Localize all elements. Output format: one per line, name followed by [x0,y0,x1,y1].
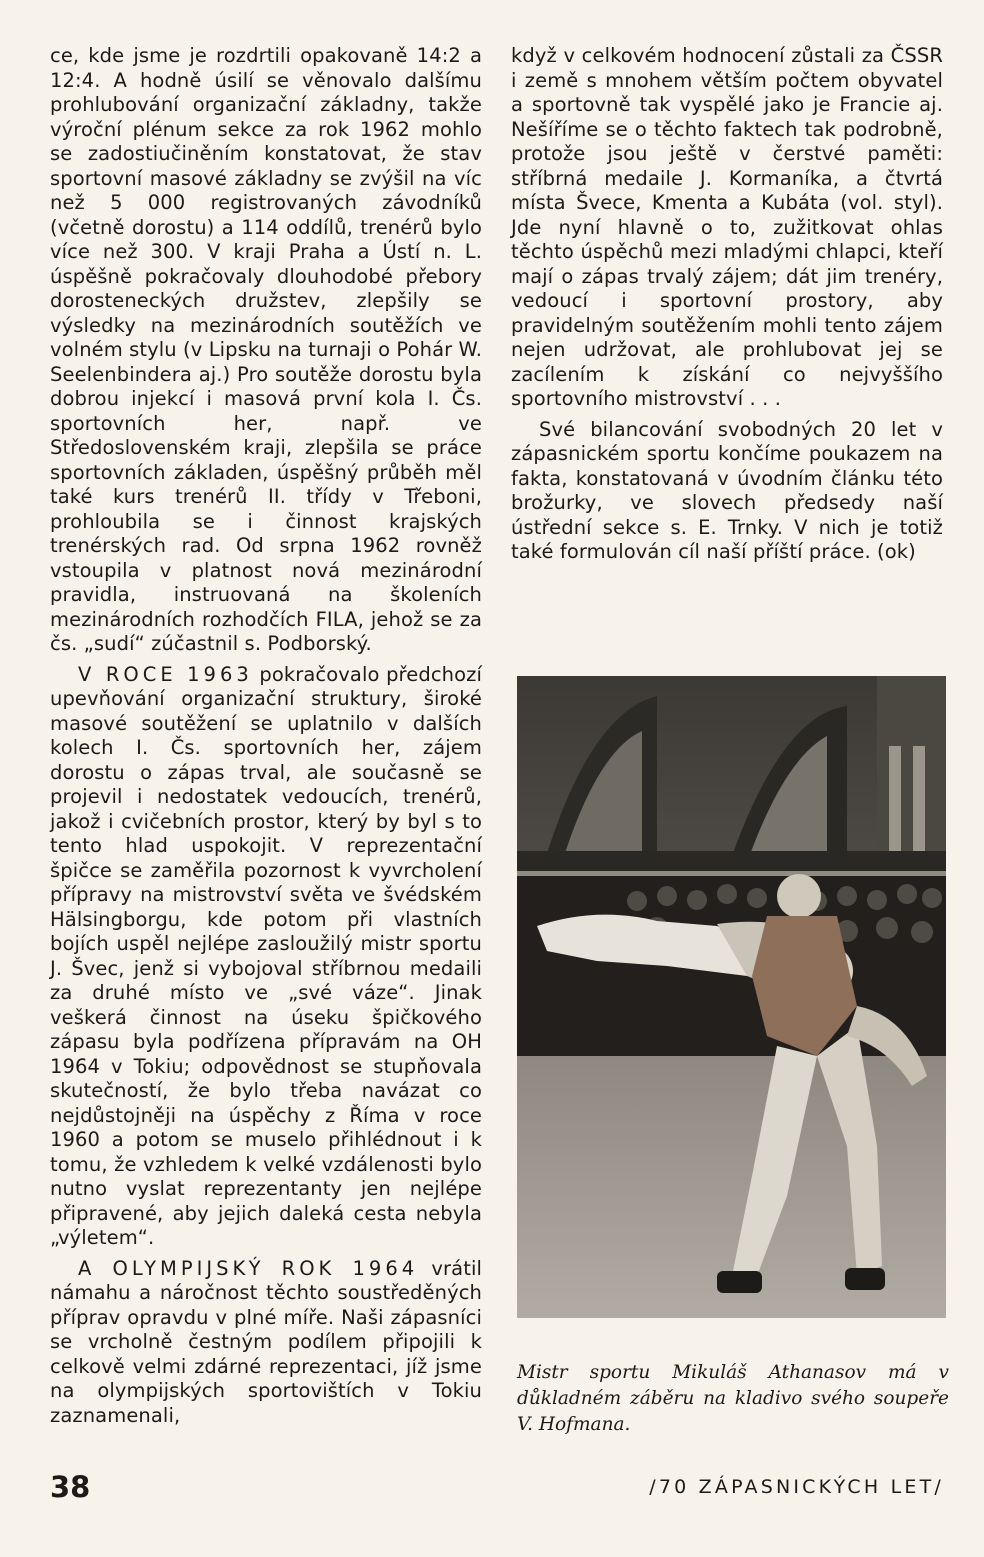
article-column-right [511,44,943,565]
article-paragraph [50,1257,482,1429]
section-lead-1963: V ROCE 1963 [78,662,253,686]
page-number: 38 [50,1470,91,1504]
section-lead-1964: A OLYMPIJSKÝ ROK 1964 [78,1256,419,1280]
article-paragraph [50,663,482,1251]
paragraph-text: vrátil námahu a náročnost těchto soustředěných příprav opravdu v plné míře. Naši zápasníci se vrcholně čestným podílem připojili k celkově velmi zdárné reprezentaci, jíž jsme na olympijských sportovištích v Tokiu zaznamenali, [50,1256,482,1427]
photo-caption: Mistr sportu Mikuláš Athanasov má v důkladném záběru na kladivo svého soupeře V. Hofmana. [517,1362,949,1435]
running-title: /70 ZÁPASNICKÝCH LET/ [649,1476,944,1498]
article-paragraph: když v celkovém hodnocení zůstali za ČSSR i země s mnohem větším počtem obyvatel a sportovně tak vyspělé jako je Francie aj. Nešíříme se o těchto faktech tak podrobně, protože jsou ještě v čerstvé paměti: stříbrná medaile J. Kormaníka, a čtvrtá místa Švece, Kmenta a Kubáta (vol. styl). Jde nyní hlavně o to, zužitkovat ohlas těchto úspěchů mezi mladými chlapci, kteří mají o zápas trvalý zájem; dát jim trenéry, vedoucí i sportovní prostory, aby pravidelným soutěžením mohli tento zájem nejen udržovat, ale prohlubovat jej se zacílením k získání co nejvyššího sportovního mistrovství . . . [511,44,943,410]
article-paragraph: ce, kde jsme je rozdrtili opakovaně 14:2 a 12:4. A hodně úsilí se věnovalo dalšímu prohlubování organizační základny, takže výroční plénum sekce za rok 1962 mohlo se zadostiučiněním konstatovat, že stav sportovní masové základny se zvýšil na víc než 5 000 registrovaných závodníků (včetně dorostu) a 114 oddílů, trenérů bylo více než 300. V kraji Praha a Ústí n. L. úspěšně pokračovaly dlouhodobé přebory dorosteneckých družstev, zlepšily se výsledky na mezinárodních soutěžích ve volném stylu (v Lipsku na turnaji o Pohár W. Seelenbindera aj.) Pro soutěže dorostu byla dobrou injekcí i masová první kola I. Čs. sportovních her, např. ve Středoslovenském kraji, zlepšila se práce sportovních základen, úspěšný průběh měl také kurs trenérů II. třídy v Třeboni, prohloubila se i činnost krajských trenérských rad. Od srpna 1962 rovněž vstoupila v platnost nová mezinárodní pravidla, instruovaná na školeních mezinárodních rozhodčích FILA, jehož se za čs. „sudí“ zúčastnil s. Podborský. [50,44,482,655]
wrestling-photo [517,676,946,1318]
paragraph-text: pokračovalo předchozí upevňování organizační struktury, široké masové soutěžení se uplatnilo v dalších kolech I. Čs. sportovních her, zájem dorostu o zápas trval, ale současně se projevil i nedostatek vedoucích, trenérů, jakož i cvičebních prostor, který by byl s to tento hlad uspokojit. V reprezentační špičce se zaměřila pozornost k vyvrcholení přípravy na mistrovství světa ve švédském Hälsingborgu, kde potom při vlastních bojích uspěl nejlépe zasloužilý mistr sportu J. Švec, jenž si vybojoval stříbrnou medaili za druhé místo ve „své váze“. Jinak veškerá činnost na úseku špičkového zápasu byla podřízena přípravám na OH 1964 v Tokiu; odpovědnost se stupňovala skutečností, že bylo třeba navázat co nejdůstojněji na úspěchy z Říma v roce 1960 a potom se muselo přihlédnout i k tomu, že vzhledem k velké vzdálenosti bylo nutno vyslat reprezentanty jen nejlépe připravené, aby jejich daleká cesta nebyla „výletem“. [50,662,482,1249]
article-paragraph: Své bilancování svobodných 20 let v zápasnickém sportu končíme poukazem na fakta, konstatovaná v úvodním článku této brožurky, ve slovech předsedy naší ústřední sekce s. E. Trnky. V nich je totiž také formulován cíl naší příští práce. (ok) [511,417,943,563]
article-column-left [50,44,482,1428]
